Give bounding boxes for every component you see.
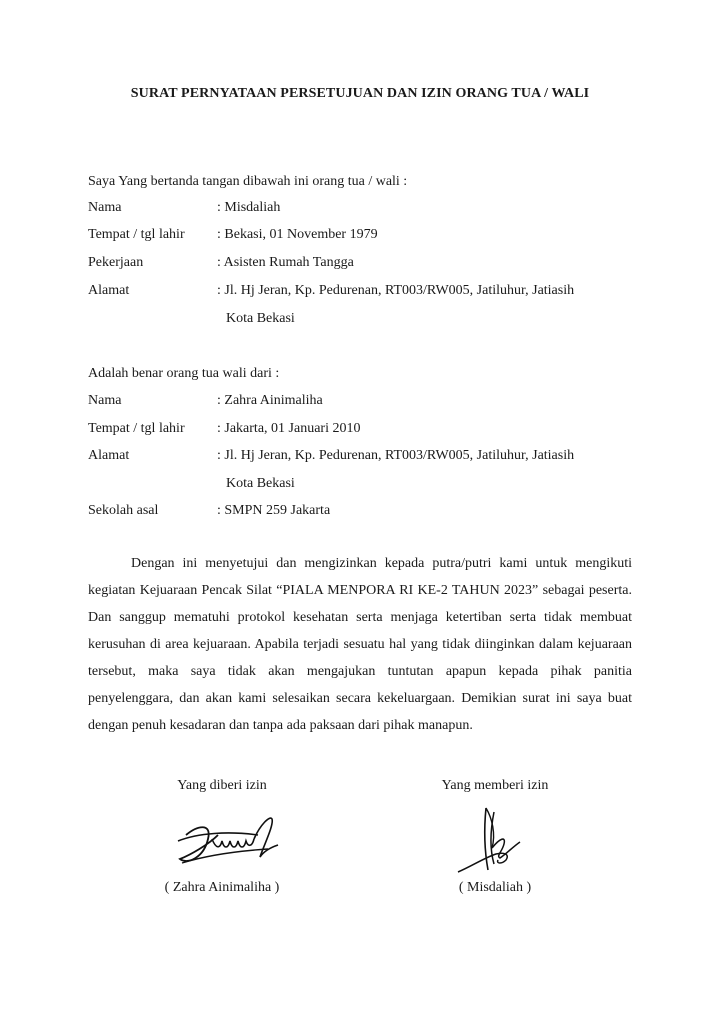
parent-birth-label: Tempat / tgl lahir [88,227,185,242]
left-signature-image [168,805,288,875]
statement-line: kegiatan Kejuaraan Pencak Silat “PIALA MENPORA RI KE-2 TAHUN 2023” sebagai peserta. [88,583,632,598]
child-birth-label: Tempat / tgl lahir [88,421,185,436]
child-address-value-cont: Kota Bekasi [226,476,295,491]
child-address-value: : Jl. Hj Jeran, Kp. Pedurenan, RT003/RW005, Jatiluhur, Jatiasih [217,448,575,463]
parent-job-value: : Asisten Rumah Tangga [217,255,354,270]
statement-line: Dan sanggup mematuhi protokol kesehatan serta menjaga ketertiban serta tidak membuat [88,610,632,625]
statement-line: penyelenggara, dan akan kami selesaikan secara kekeluargaan. Demikian surat ini saya buat [88,691,632,706]
child-name-value: : Zahra Ainimaliha [217,393,323,408]
child-school-label: Sekolah asal [88,503,159,518]
parent-address-value-cont: Kota Bekasi [226,311,295,326]
right-signature-caption: Yang memberi izin [441,778,549,793]
child-intro-text: Adalah benar orang tua wali dari : [88,366,280,381]
right-signature-name: ( Misdaliah ) [458,880,532,895]
child-name-label: Nama [88,393,122,408]
letter-title: SURAT PERNYATAAN PERSETUJUAN DAN IZIN ORANG TUA / WALI [130,86,590,101]
statement-line: kerusuhan di area kejuaraan. Apabila terjadi sesuatu hal yang tidak diinginkan dalam kejuaraan [88,637,632,652]
statement-line: tersebut, maka saya tidak akan mengajukan tuntutan apapun kepada pihak panitia [88,664,632,679]
statement-line: Dengan ini menyetujui dan mengizinkan kepada putra/putri kami untuk mengikuti [131,556,632,571]
child-birth-value: : Jakarta, 01 Januari 2010 [217,421,361,436]
left-signature-caption: Yang diberi izin [177,778,267,793]
intro-text: Saya Yang bertanda tangan dibawah ini orang tua / wali : [88,174,408,189]
right-signature-image [448,798,548,882]
parent-job-label: Pekerjaan [88,255,144,270]
parent-name-label: Nama [88,200,122,215]
parent-address-label: Alamat [88,283,130,298]
left-signature-name: ( Zahra Ainimaliha ) [164,880,280,895]
parent-name-value: : Misdaliah [217,200,281,215]
parent-address-value: : Jl. Hj Jeran, Kp. Pedurenan, RT003/RW005, Jatiluhur, Jatiasih [217,283,575,298]
parent-birth-value: : Bekasi, 01 November 1979 [217,227,378,242]
statement-line: dengan penuh kesadaran dan tanpa ada paksaan dari pihak manapun. [88,718,473,733]
child-address-label: Alamat [88,448,130,463]
child-school-value: : SMPN 259 Jakarta [217,503,331,518]
